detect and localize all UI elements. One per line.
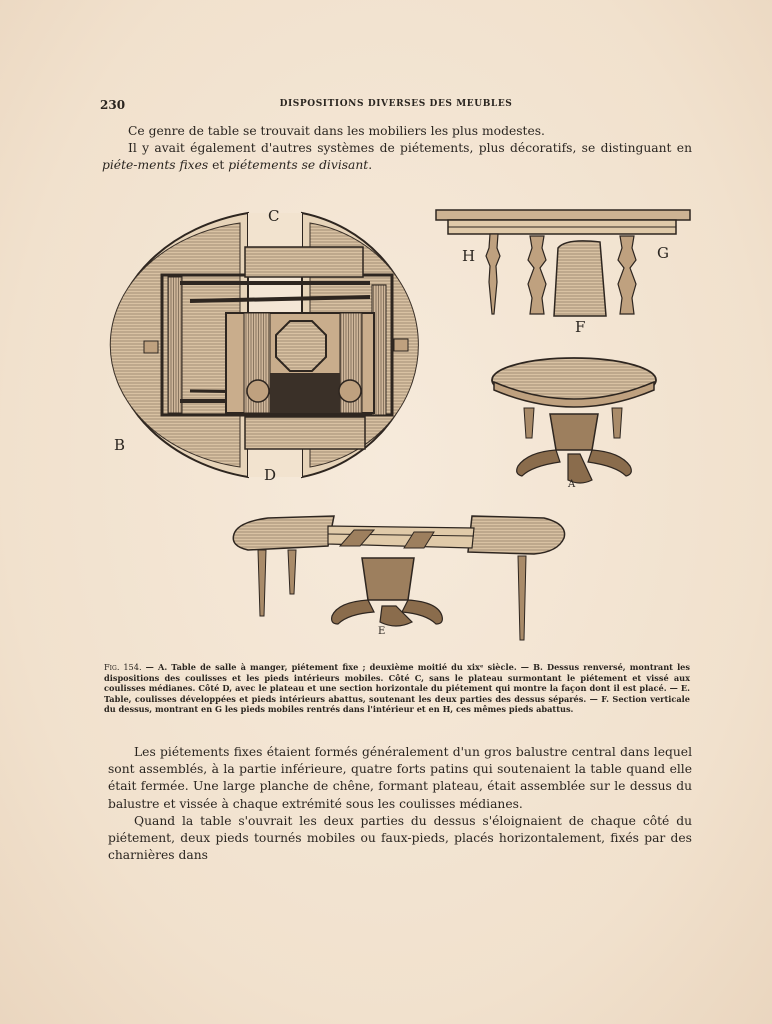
illustration-extended-table [228, 510, 570, 644]
page-header [100, 98, 692, 114]
figure-caption [104, 662, 690, 715]
label-h: H [462, 247, 476, 265]
intro-text-run: . [368, 158, 373, 172]
intro-text-run: et [208, 158, 229, 172]
body-paragraph-2: Quand la table s'ouvrait les deux parties du dessus s'éloignaient de chaque côté du piétement, deux pieds tournés mobiles ou faux-pieds, placés horizontalement, fixés par des charnières dans [108, 813, 692, 863]
label-f: F [575, 318, 586, 336]
running-head: DISPOSITIONS DIVERSES DES MEUBLES [279, 99, 513, 109]
body-paragraph-1: Les piétements fixes étaient formés généralement d'un gros balustre central dans lequel sont assemblés, à la partie inférieure, quatre forts patins qui soutenaient la table quand elle était fermée. Une large planche de chêne, formant plateau, était assemblée sur le dessus du balustre et vissée à chaque extrémité sous les coulisses médianes. [108, 745, 692, 811]
intro-paragraph-1: Ce genre de table se trouvait dans les mobiliers les plus modestes. [128, 124, 545, 138]
label-b: B [114, 436, 126, 454]
figure-number: Fig. 154. [104, 662, 142, 672]
page-number: 230 [100, 98, 126, 112]
intro-text-run: Il y avait également d'autres systèmes de piétements, plus décoratifs, se distinguant en [128, 141, 692, 155]
intro-italic-term: piétements se divisant [228, 158, 369, 172]
label-d: D [264, 466, 277, 484]
illustration-pedestal-table [488, 354, 662, 488]
label-g: G [657, 244, 669, 262]
illustration-tabletop-reversed [100, 205, 456, 485]
intro-text [102, 123, 692, 174]
label-c: C [268, 207, 280, 225]
body-text [108, 744, 692, 864]
label-a: A [568, 479, 576, 490]
intro-paragraph-2 [102, 140, 692, 174]
figure-caption-text: — A. Table de salle à manger, piétement fixe ; deuxième moitié du xixᵉ siècle. — B. Dessus renversé, montrant les dispositions des coulisses et les pieds intérieurs mobiles. Côté C, sans le plateau surmontant le piétement et vissé aux coulisses médianes. Côté D, avec le plateau et une section horizontale du piétement qui montre la façon dont il est placé. — E. Table, coulisses développées et pieds intérieurs abattus, soutenant les deux parties des dessus séparés. — F. Section verticale du dessus, montrant en G les pieds mobiles rentrés dans l'intérieur et en H, ces mêmes pieds abattus. [104, 662, 691, 715]
label-e: E [378, 626, 386, 637]
intro-italic-term: piéte-ments fixes [102, 158, 209, 172]
